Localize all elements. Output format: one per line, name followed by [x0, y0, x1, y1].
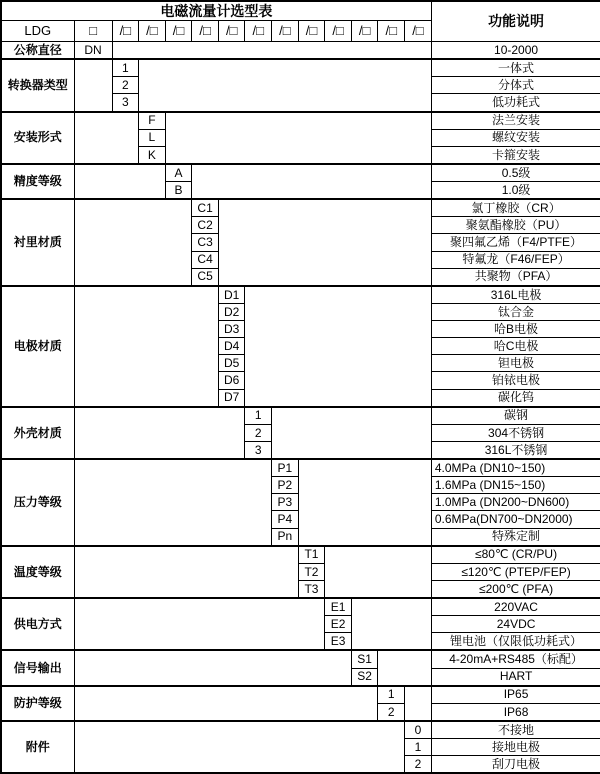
code-cell: S2 — [351, 668, 378, 686]
empty-cell — [192, 164, 432, 199]
desc-cell: 1.0级 — [431, 182, 600, 200]
code-cell: D2 — [218, 303, 245, 320]
desc-cell: 1.0MPa (DN200~DN600) — [431, 494, 600, 511]
desc-cell: 聚氨酯橡胶（PU） — [431, 217, 600, 234]
code-cell: C1 — [192, 199, 219, 217]
desc-cell: 钛合金 — [431, 303, 600, 320]
empty-cell — [74, 199, 192, 286]
desc-cell: 钽电极 — [431, 355, 600, 372]
code-cell: 2 — [405, 756, 432, 774]
row-label-lining: 衬里材质 — [1, 199, 74, 286]
code-cell: L — [139, 129, 166, 146]
desc-cell: 低功耗式 — [431, 94, 600, 112]
code-cell: T3 — [298, 580, 325, 598]
code-cell: P2 — [272, 477, 299, 494]
empty-cell — [74, 459, 272, 546]
desc-cell: 316L电极 — [431, 286, 600, 304]
desc-cell: 螺纹安装 — [431, 129, 600, 146]
desc-cell: 特氟龙（F46/FEP） — [431, 251, 600, 268]
code-cell: C2 — [192, 217, 219, 234]
empty-cell — [112, 42, 431, 60]
desc-cell: 4.0MPa (DN10~150) — [431, 459, 600, 477]
desc-cell: 刮刀电极 — [431, 756, 600, 774]
desc-cell: 特殊定制 — [431, 528, 600, 546]
empty-cell — [74, 112, 139, 164]
code-cell: D4 — [218, 338, 245, 355]
code-cell: S1 — [351, 650, 378, 668]
code-cell: D3 — [218, 321, 245, 338]
empty-cell — [74, 598, 325, 650]
empty-cell — [139, 59, 432, 111]
model-slot: /□ — [405, 21, 432, 42]
model-slot: /□ — [165, 21, 192, 42]
code-cell: F — [139, 112, 166, 130]
code-cell: 3 — [112, 94, 139, 112]
desc-cell: 0.6MPa(DN700~DN2000) — [431, 511, 600, 528]
empty-cell — [74, 650, 351, 685]
empty-cell — [325, 546, 432, 598]
desc-cell: 碳化钨 — [431, 389, 600, 407]
row-label-pressure: 压力等级 — [1, 459, 74, 546]
code-cell: Pn — [272, 528, 299, 546]
desc-cell: ≤200℃ (PFA) — [431, 580, 600, 598]
code-cell: C4 — [192, 251, 219, 268]
desc-cell: 1.6MPa (DN15~150) — [431, 477, 600, 494]
code-cell: P1 — [272, 459, 299, 477]
desc-cell: 聚四氟乙烯（F4/PTFE） — [431, 234, 600, 251]
empty-cell — [272, 407, 432, 459]
code-cell: D5 — [218, 355, 245, 372]
empty-cell — [74, 721, 405, 773]
row-label-signal-output: 信号输出 — [1, 650, 74, 685]
code-cell: B — [165, 182, 192, 200]
model-prefix: LDG — [1, 21, 74, 42]
row-label-temperature: 温度等级 — [1, 546, 74, 598]
code-cell: 1 — [378, 686, 405, 704]
code-cell: D6 — [218, 372, 245, 389]
desc-cell: 304不锈钢 — [431, 424, 600, 441]
desc-cell: 一体式 — [431, 59, 600, 77]
desc-cell: 220VAC — [431, 598, 600, 616]
row-label-protection: 防护等级 — [1, 686, 74, 721]
empty-cell — [165, 112, 431, 164]
row-label-converter-type: 转换器类型 — [1, 59, 74, 111]
desc-cell: 氯丁橡胶（CR） — [431, 199, 600, 217]
desc-cell: 锂电池（仅限低功耗式） — [431, 633, 600, 651]
table-title: 电磁流量计选型表 — [1, 1, 431, 21]
desc-cell: ≤120℃ (PTEP/FEP) — [431, 563, 600, 580]
desc-cell: 10-2000 — [431, 42, 600, 60]
desc-cell: 碳钢 — [431, 407, 600, 425]
code-cell: T2 — [298, 563, 325, 580]
desc-cell: 24VDC — [431, 616, 600, 633]
code-cell: D1 — [218, 286, 245, 304]
model-slot: /□ — [218, 21, 245, 42]
model-slot: /□ — [272, 21, 299, 42]
function-column-header: 功能说明 — [431, 1, 600, 42]
model-slot: /□ — [298, 21, 325, 42]
code-cell: 1 — [405, 739, 432, 756]
model-slot: /□ — [325, 21, 352, 42]
code-cell: K — [139, 146, 166, 164]
model-box: □ — [74, 21, 112, 42]
row-label-accessories: 附件 — [1, 721, 74, 773]
code-cell: 1 — [245, 407, 272, 425]
code-cell: P4 — [272, 511, 299, 528]
model-slot: /□ — [351, 21, 378, 42]
empty-cell — [74, 164, 165, 199]
empty-cell — [351, 598, 431, 650]
desc-cell: 铂铱电极 — [431, 372, 600, 389]
row-label-electrode: 电极材质 — [1, 286, 74, 407]
code-cell: C5 — [192, 268, 219, 286]
desc-cell: 0.5级 — [431, 164, 600, 182]
row-label-accuracy: 精度等级 — [1, 164, 74, 199]
row-label-housing: 外壳材质 — [1, 407, 74, 459]
empty-cell — [378, 650, 431, 685]
desc-cell: 卡箍安装 — [431, 146, 600, 164]
empty-cell — [74, 407, 245, 459]
desc-cell: 共聚物（PFA） — [431, 268, 600, 286]
code-cell: E1 — [325, 598, 352, 616]
desc-cell: 法兰安装 — [431, 112, 600, 130]
empty-cell — [74, 286, 218, 407]
desc-cell: HART — [431, 668, 600, 686]
code-dn: DN — [74, 42, 112, 60]
code-cell: T1 — [298, 546, 325, 564]
desc-cell: IP65 — [431, 686, 600, 704]
desc-cell: 分体式 — [431, 77, 600, 94]
code-cell: 3 — [245, 441, 272, 459]
desc-cell: 4-20mA+RS485（标配） — [431, 650, 600, 668]
code-cell: 2 — [112, 77, 139, 94]
empty-cell — [74, 546, 298, 598]
desc-cell: 316L不锈钢 — [431, 441, 600, 459]
code-cell: C3 — [192, 234, 219, 251]
model-slot: /□ — [192, 21, 219, 42]
desc-cell: 接地电极 — [431, 739, 600, 756]
model-slot: /□ — [378, 21, 405, 42]
code-cell: 2 — [245, 424, 272, 441]
empty-cell — [298, 459, 431, 546]
code-cell: A — [165, 164, 192, 182]
desc-cell: 哈C电极 — [431, 338, 600, 355]
code-cell: E2 — [325, 616, 352, 633]
desc-cell: 哈B电极 — [431, 321, 600, 338]
row-label-power-supply: 供电方式 — [1, 598, 74, 650]
model-slot: /□ — [139, 21, 166, 42]
row-label-installation: 安装形式 — [1, 112, 74, 164]
row-label-diameter: 公称直径 — [1, 42, 74, 60]
model-slot: /□ — [245, 21, 272, 42]
code-cell: P3 — [272, 494, 299, 511]
desc-cell: IP68 — [431, 703, 600, 721]
desc-cell: ≤80℃ (CR/PU) — [431, 546, 600, 564]
empty-cell — [245, 286, 431, 407]
code-cell: 2 — [378, 703, 405, 721]
empty-cell — [218, 199, 431, 286]
empty-cell — [74, 59, 112, 111]
desc-cell: 不接地 — [431, 721, 600, 739]
code-cell: 1 — [112, 59, 139, 77]
code-cell: E3 — [325, 633, 352, 651]
code-cell: D7 — [218, 389, 245, 407]
code-cell: 0 — [405, 721, 432, 739]
model-slot: /□ — [112, 21, 139, 42]
